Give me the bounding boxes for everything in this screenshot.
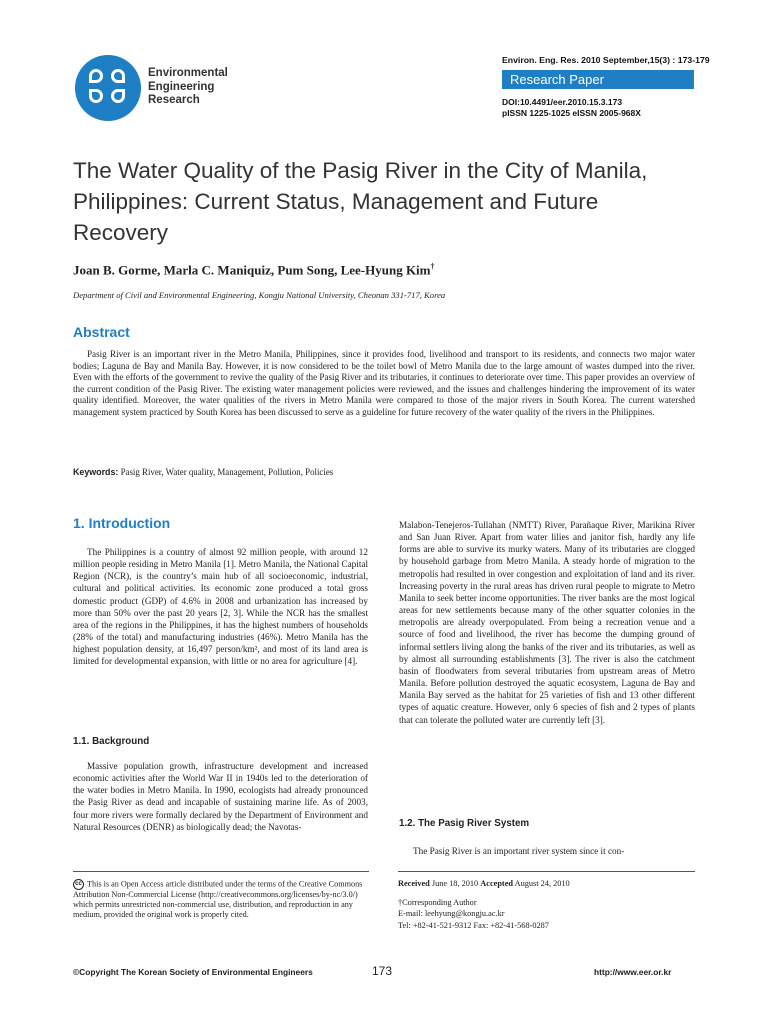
issn: pISSN 1225-1025 eISSN 2005-968X	[502, 108, 641, 118]
logo-leaf-icon	[89, 89, 103, 103]
license-note	[73, 879, 373, 921]
received-dates	[398, 879, 570, 888]
authors	[73, 262, 435, 278]
corresponding-label: †Corresponding Author	[398, 898, 477, 907]
footnote-divider-right	[398, 871, 695, 872]
right-column-text: Malabon-Tenejeros-Tullahan (NMTT) River, Parañaque River, Marikina River and San Juan River. Apart from water lilies and janitor fish, hardly any life forms are able to survive its murky waters. Many of its tributaries are clogged by household garbage from Metro Manila. A steady horde of migration to the metropolis had resulted in over congestion and exploitation of land and its river. Increasing poverty in the rural areas has driven rural people to migrate to Metro Manila to seek better income opportunities. The river banks are the most logical areas for new settlements because many of the other squatter colonies in the metropolis are already overpopulated. From being a recreation venue and a source of food and livelihood, the river has become the dumping ground of informal settlers living along the banks of the river and its tributaries, as well as by almost all surrounding establishments [3]. The river is also the catchment basin of floodwaters from several tributaries from upstream areas of Metro Manila. Before pollution destroyed the aquatic ecosystem, Laguna de Bay and Manila Bay served as the habitat for 25 varieties of fish and 13 other different types of aquatic creature. However, only 6 species of fish and 2 types of plants that can tolerate the polluted water are currently left [3].	[399, 520, 695, 725]
journal-name-line: Research	[148, 94, 200, 106]
page-number: 173	[372, 964, 393, 978]
license-text: This is an Open Access article distributed under the terms of the Creative Commons Attribution Non-Commercial License (http://creativecommons.org/licenses/by-nc/3.0/) which permits unrestricted non-commercial use, distribution, and reproduction in any medium, provided the original work is properly cited.	[73, 879, 363, 920]
accepted-date: August 24, 2010	[513, 879, 570, 888]
keywords	[73, 467, 333, 477]
logo-leaf-icon	[111, 89, 125, 103]
email-link[interactable]: E-mail: leehyung@kongju.ac.kr	[398, 909, 505, 919]
journal-logo	[75, 55, 141, 121]
journal-name-line: Engineering	[148, 80, 215, 93]
intro-paragraph	[73, 546, 368, 668]
keywords-label: Keywords:	[73, 467, 119, 477]
abstract-text: Pasig River is an important river in the Metro Manila, Philippines, since it provides food, livelihood and transport to its residents, and connects two major water bodies; Laguna de Bay and Manila Bay. However, it is now considered to be the toilet bowl of Metro Manila due to the large amount of wastes dumped into the river. Even with the efforts of the government to revive the quality of the Pasig River and its tributaries, it continues to deteriorate over time. This paper provides an overview of the current condition of the Pasig River. The existing water management policies were reviewed, and the issues and challenges hindering the improvement of its water quality identified. Moreover, the water qualities of the rivers in Metro Manila were compared to those of the major rivers in South Korea. The current watershed management system practiced by South Korea has been discussed to serve as a guideline for future recovery of the water quality of the rivers in the Philippines.	[73, 349, 695, 417]
accepted-label: Accepted	[480, 879, 513, 888]
corresponding-mark: †	[430, 262, 435, 271]
keywords-text: Pasig River, Water quality, Management, Pollution, Policies	[118, 467, 334, 477]
journal-url[interactable]: http://www.eer.or.kr	[594, 967, 672, 977]
intro-heading: 1. Introduction	[73, 515, 171, 531]
doi-block	[502, 97, 641, 119]
received-date: June 18, 2010	[429, 879, 481, 888]
phone-fax: Tel: +82-41-521-9312 Fax: +82-41-568-0287	[398, 920, 549, 930]
background-text: Massive population growth, infrastructure development and increased economic activities after the World War II in 1940s led to the deterioration of the water bodies in Metro Manila. In 1990, ecologists had already pronounced the Pasig River as dead and incapable of sustaining marine life. As of 2003, four more rivers were formally declared by the Department of Environment and Natural Resources (DENR) as biologically dead; the Navotas-	[73, 761, 368, 832]
journal-name	[148, 67, 228, 108]
author-list: Joan B. Gorme, Marla C. Maniquiz, Pum Song, Lee-Hyung Kim	[73, 262, 431, 278]
copyright: ©Copyright The Korean Society of Environmental Engineers	[73, 967, 313, 977]
affiliation: Department of Civil and Environmental Engineering, Kongju National University, Cheonan 331-717, Korea	[73, 290, 446, 300]
background-paragraph	[73, 760, 368, 833]
pasig-system-paragraph	[399, 845, 695, 857]
logo-leaf-icon	[89, 69, 103, 83]
background-heading: 1.1. Background	[73, 736, 150, 747]
abstract-heading: Abstract	[73, 324, 130, 340]
footnote-divider-left	[73, 871, 369, 872]
right-column-paragraph	[399, 519, 695, 726]
pasig-system-heading: 1.2. The Pasig River System	[399, 818, 530, 829]
doi-link[interactable]: DOI:10.4491/eer.2010.15.3.173	[502, 97, 623, 107]
paper-title: The Water Quality of the Pasig River in the City of Manila, Philippines: Current Status, Management and Future Recovery	[73, 158, 648, 245]
pasig-system-text: The Pasig River is an important river system since it con-	[413, 846, 625, 856]
received-label: Received	[398, 879, 430, 888]
intro-text: The Philippines is a country of almost 92 million people, with around 12 million people residing in Metro Manila [1]. Metro Manila, the National Capital Region (NCR), is the country’s main hub of all socioeconomic, industrial, cultural and political activities. Its economic zone produced a total gross domestic product (GDP) of 4.6% in 2008 and urbanization has increased by more than 50% over the past 20 years [2, 3]. While the NCR has the smallest area of the regions in the Philippines, it has the highest numbers of households (28% of the total) and manufacturing industries (46%). Metro Manila has the highest population density, at 16,497 person/km², and most of its land area is limited for developmental expansion, with little or no area for agriculture [4].	[73, 547, 368, 667]
logo-leaf-icon	[111, 69, 125, 83]
citation-line: Environ. Eng. Res. 2010 September,15(3) : 173-179	[502, 55, 710, 65]
creative-commons-icon: cc	[73, 879, 84, 890]
corresponding-author	[398, 897, 549, 931]
journal-name-line: Environmental	[148, 67, 228, 79]
paper-type-badge: Research Paper	[502, 70, 694, 89]
